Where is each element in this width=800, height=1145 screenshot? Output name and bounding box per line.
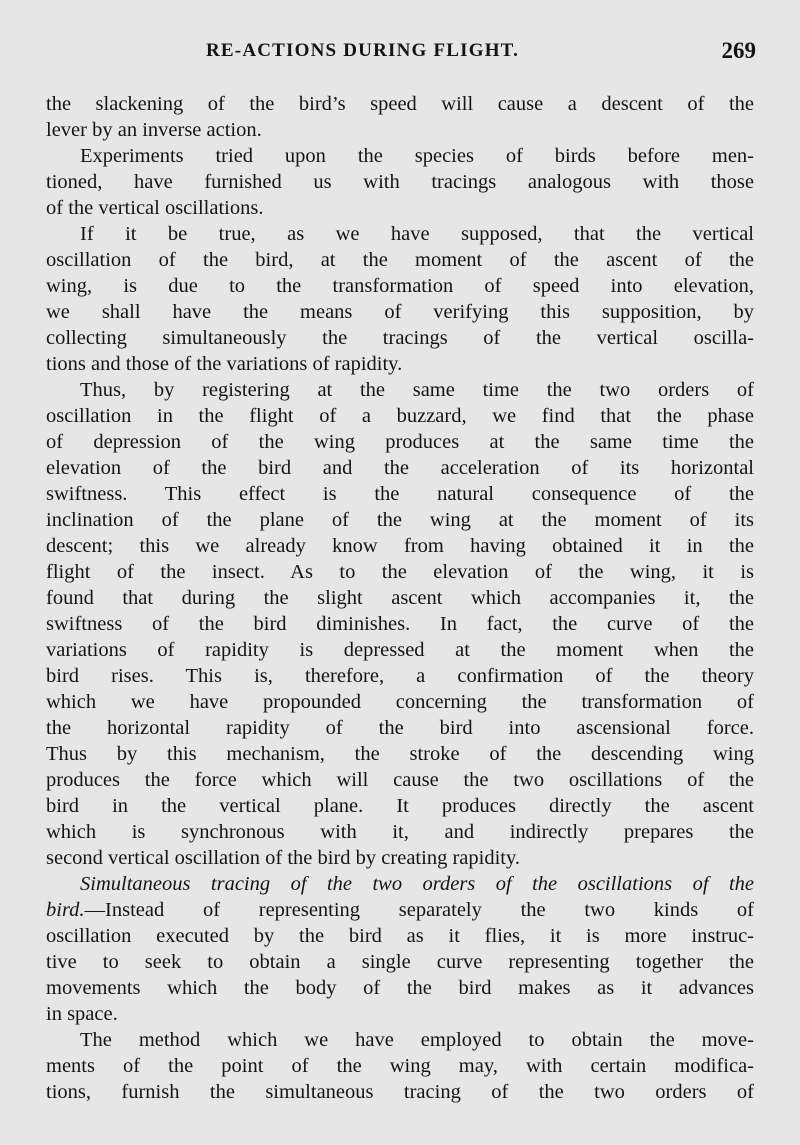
paragraphs-block-2 [46,923,754,1105]
text-line: oscillation executed by the bird as it flies, it is more instruc- [46,925,754,947]
text-line: movements which the body of the bird makes as it advances [46,977,754,999]
page-body [46,91,754,1105]
section-body-start: —Instead of representing separately the two kinds of [84,899,754,921]
text-line: tioned, have furnished us with tracings analogous with those [46,171,754,193]
text-line: Thus, by registering at the same time the two orders of [80,379,754,401]
text-line: Thus by this mechanism, the stroke of the descending wing [46,743,754,765]
section-heading-text-end: bird. [46,899,85,921]
section-heading-line-2 [46,897,754,923]
text-line: swiftness. This effect is the natural consequence of the [46,483,754,505]
text-line: flight of the insect. As to the elevation of the wing, it is [46,561,754,583]
text-line: bird in the vertical plane. It produces directly the ascent [46,795,754,817]
text-line: collecting simultaneously the tracings of the vertical oscilla- [46,327,754,349]
text-line: in space. [46,1003,118,1025]
running-head: RE-ACTIONS DURING FLIGHT. [206,40,520,61]
text-line: the slackening of the bird’s speed will cause a descent of the [46,93,754,115]
text-line: tive to seek to obtain a single curve representing together the [46,951,754,973]
text-line: If it be true, as we have supposed, that the vertical [80,223,754,245]
text-line: The method which we have employed to obtain the move- [80,1029,754,1051]
text-line: which we have propounded concerning the transformation of [46,691,754,713]
text-line: variations of rapidity is depressed at the moment when the [46,639,754,661]
text-line: produces the force which will cause the two oscillations of the [46,769,754,791]
text-line: oscillation in the flight of a buzzard, we find that the phase [46,405,754,427]
text-line: inclination of the plane of the wing at the moment of its [46,509,754,531]
section-heading-line [46,871,754,897]
text-line: of depression of the wing produces at the same time the [46,431,754,453]
text-line: ments of the point of the wing may, with certain modifica- [46,1055,754,1077]
text-line: Experiments tried upon the species of birds before men- [80,145,754,167]
page-number: 269 [721,38,756,63]
text-line: the horizontal rapidity of the bird into ascensional force. [46,717,754,739]
text-line: we shall have the means of verifying this supposition, by [46,301,754,323]
text-line: wing, is due to the transformation of speed into elevation, [46,275,754,297]
text-line: which is synchronous with it, and indirectly prepares the [46,821,754,843]
text-line: of the vertical oscillations. [46,197,264,219]
page-header [196,40,756,70]
section-heading-text: Simultaneous tracing of the two orders of the oscillations of the [80,873,754,895]
text-line: lever by an inverse action. [46,119,262,141]
text-line: bird rises. This is, therefore, a confirmation of the theory [46,665,754,687]
text-line: swiftness of the bird diminishes. In fact, the curve of the [46,613,754,635]
paragraphs-block-1 [46,91,754,871]
text-line: second vertical oscillation of the bird by creating rapidity. [46,847,521,869]
text-line: descent; this we already know from having obtained it in the [46,535,754,557]
text-line: elevation of the bird and the acceleration of its horizontal [46,457,754,479]
text-line: tions, furnish the simultaneous tracing of the two orders of [46,1081,754,1103]
text-line: tions and those of the variations of rapidity. [46,353,403,375]
text-line: oscillation of the bird, at the moment of the ascent of the [46,249,754,271]
text-line: found that during the slight ascent which accompanies it, the [46,587,754,609]
